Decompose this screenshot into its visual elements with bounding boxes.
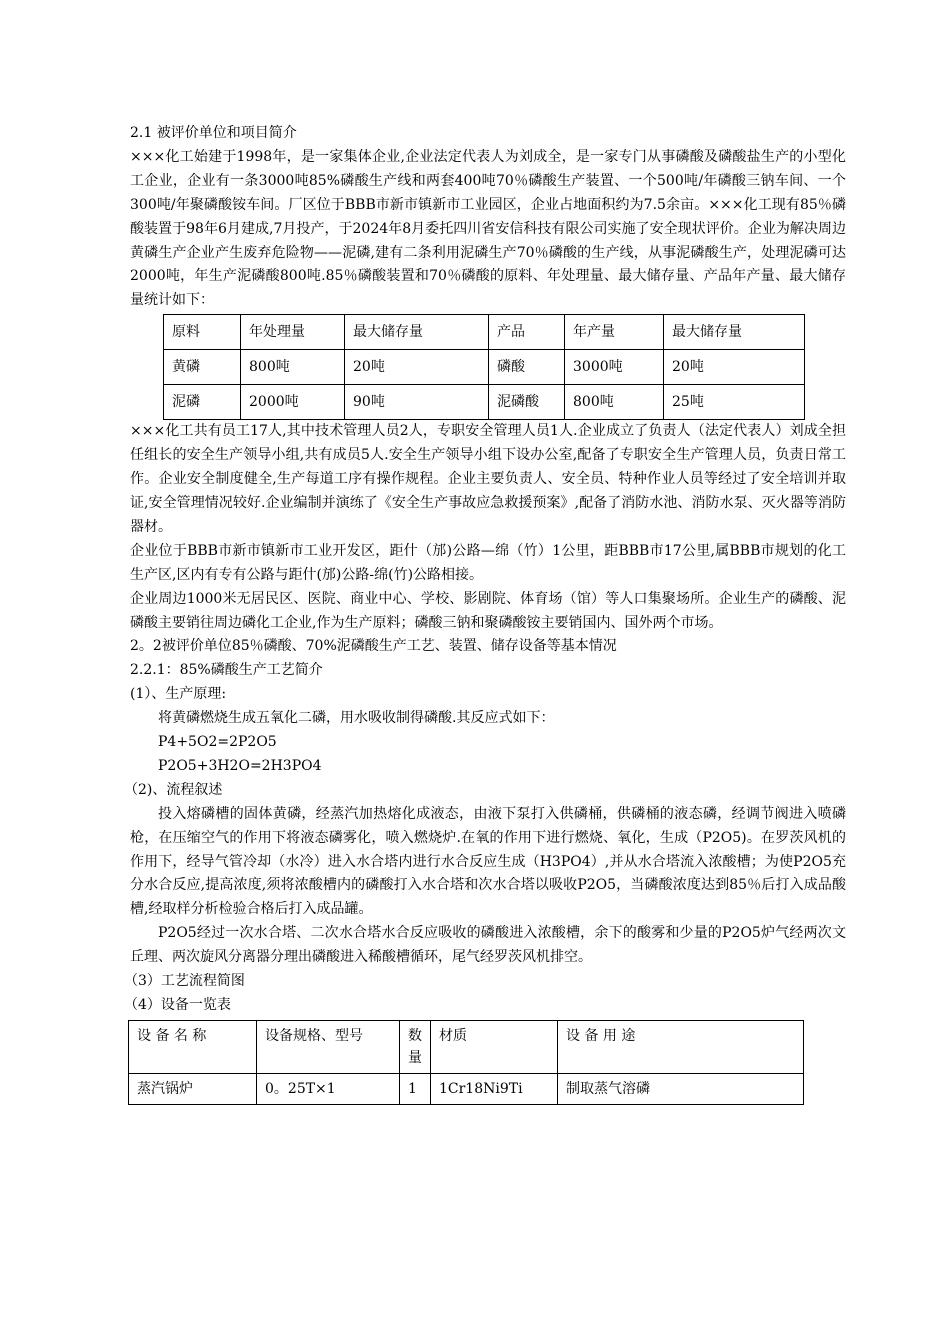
table-cell: 数量 [400, 1020, 431, 1073]
table-cell: 黄磷 [164, 350, 241, 385]
table-cell: 产品 [489, 315, 565, 350]
equation: P4+5O2=2P2O5 [158, 734, 277, 751]
table-header-row [129, 1020, 804, 1073]
paragraph: ×××化工始建于1998年，是一家集体企业,企业法定代表人为刘成全，是一家专门从事磷酸及磷酸盐生产的小型化工企业，企业有一条3000吨85%磷酸生产线和两套400吨70％磷酸生产装置、一个500吨/年磷酸三钠车间、一个300吨/年聚磷酸铵车间。厂区位于BBB市新市镇新市工业园区，企业占地面积约为7.5余亩。×××化工现有85％磷酸装置于98年6月建成,7月投产，于2024年8月委托四川省安信科技有限公司实施了安全现状评价。企业为解决周边黄磷生产企业产生废弃危险物——泥磷,建有二条利用泥磷生产70％磷酸的生产线，从事泥磷酸生产，处理泥磷可达2000吨，年生产泥磷酸800吨.85％磷酸装置和70％磷酸的原料、年处理量、最大储存量、产品年产量、最大储存量统计如下： [130, 148, 846, 309]
table-cell: 1Cr18Ni9Ti [431, 1073, 558, 1104]
subsection-heading: 2.2.1：85%磷酸生产工艺简介 [130, 662, 323, 679]
paragraph: 企业周边1000米无居民区、医院、商业中心、学校、影剧院、体育场（馆）等人口集聚场所。企业生产的磷酸、泥磷酸主要销往周边磷化工企业,作为生产原料；磷酸三钠和聚磷酸铵主要销国内、国外两个市场。 [130, 590, 846, 631]
table-cell: 原料 [164, 315, 241, 350]
section-heading: 2。2被评价单位85％磷酸、70%泥磷酸生产工艺、装置、储存设备等基本情况 [130, 638, 617, 655]
table-cell: 3000吨 [565, 350, 664, 385]
item-title: （3）工艺流程简图 [124, 973, 245, 990]
item-title: （4）设备一览表 [124, 997, 231, 1013]
paragraph: P2O5经过一次水合塔、二次水合塔水合反应吸收的磷酸进入浓酸槽，余下的酸雾和少量的P2O5炉气经两次文丘理、两次旋风分离器分理出磷酸进入稀酸槽循环，尾气经罗茨风机排空。 [130, 925, 846, 966]
table-row [164, 350, 805, 385]
table-cell: 最大储存量 [664, 315, 805, 350]
paragraph: 将黄磷燃烧生成五氧化二磷，用水吸收制得磷酸.其反应式如下： [158, 710, 555, 727]
table-cell: 年处理量 [241, 315, 345, 350]
table-cell: 设 备 名 称 [129, 1020, 257, 1073]
table-cell: 0。25T×1 [257, 1073, 400, 1104]
equation: P2O5+3H2O=2H3PO4 [158, 757, 322, 774]
equipment-table [128, 1020, 804, 1105]
table-cell: 材质 [431, 1020, 558, 1073]
table-cell: 800吨 [241, 350, 345, 385]
document-page [124, 122, 846, 1105]
item-title: (1）、生产原理: [130, 686, 227, 703]
table-cell: 设 备 用 途 [558, 1020, 804, 1073]
table-cell: 90吨 [345, 385, 489, 420]
table-cell: 磷酸 [489, 350, 565, 385]
paragraph: 投入熔磷槽的固体黄磷，经蒸汽加热熔化成液态，由液下泵打入供磷桶，供磷桶的液态磷，经调节阀进入喷磷枪，在压缩空气的作用下将液态磷雾化，喷入燃烧炉.在氧的作用下进行燃烧、氧化，生成（P2O5)。在罗茨风机的作用下，经导气管冷却（水冷）进入水合塔内进行水合反应生成（H3PO4）,并从水合塔流入浓酸槽；为使P2O5充分水合反应,提高浓度,须将浓酸槽内的磷酸打入水合塔和次水合塔以吸收P2O5，当磷酸浓度达到85％后打入成品酸槽,经取样分析检验合格后打入成品罐。 [130, 805, 846, 918]
table-cell: 设备规格、型号 [257, 1020, 400, 1073]
table-row [164, 385, 805, 420]
table-cell: 2000吨 [241, 385, 345, 420]
table-cell: 年产量 [565, 315, 664, 350]
table-cell: 最大储存量 [345, 315, 489, 350]
table-cell: 1 [400, 1073, 431, 1104]
table-cell: 20吨 [664, 350, 805, 385]
paragraph: ×××化工共有员工17人,其中技术管理人员2人，专职安全管理人员1人.企业成立了负责人（法定代表人）刘成全担任组长的安全生产领导小组,共有成员5人.安全生产领导小组下设办公室,配备了专职安全生产管理人员，负责日常工作。企业安全制度健全,生产每道工序有操作规程。企业主要负责人、安全员、特种作业人员等经过了安全培训并取证,安全管理情况较好.企业编制并演练了《安全生产事故应急救援预案》,配备了消防水池、消防水泵、灭火器等消防器材。 [130, 423, 846, 535]
table-cell: 800吨 [565, 385, 664, 420]
table-cell: 泥磷 [164, 385, 241, 420]
section-heading: 2.1 被评价单位和项目简介 [130, 125, 297, 141]
item-title: （2)、流程叙述 [124, 781, 223, 798]
table-cell: 泥磷酸 [489, 385, 565, 420]
table-cell: 制取蒸气溶磷 [558, 1073, 804, 1104]
table-cell: 蒸汽锅炉 [129, 1073, 257, 1104]
paragraph: 企业位于BBB市新市镇新市工业开发区，距什（邡)公路—绵（竹）1公里，距BBB市17公里,属BBB市规划的化工生产区,区内有专有公路与距什(邡)公路-绵(竹)公路相接。 [130, 542, 846, 583]
table-header-row [164, 315, 805, 350]
table-cell: 25吨 [664, 385, 805, 420]
table-cell: 20吨 [345, 350, 489, 385]
table-row [129, 1073, 804, 1104]
materials-table [163, 314, 805, 420]
